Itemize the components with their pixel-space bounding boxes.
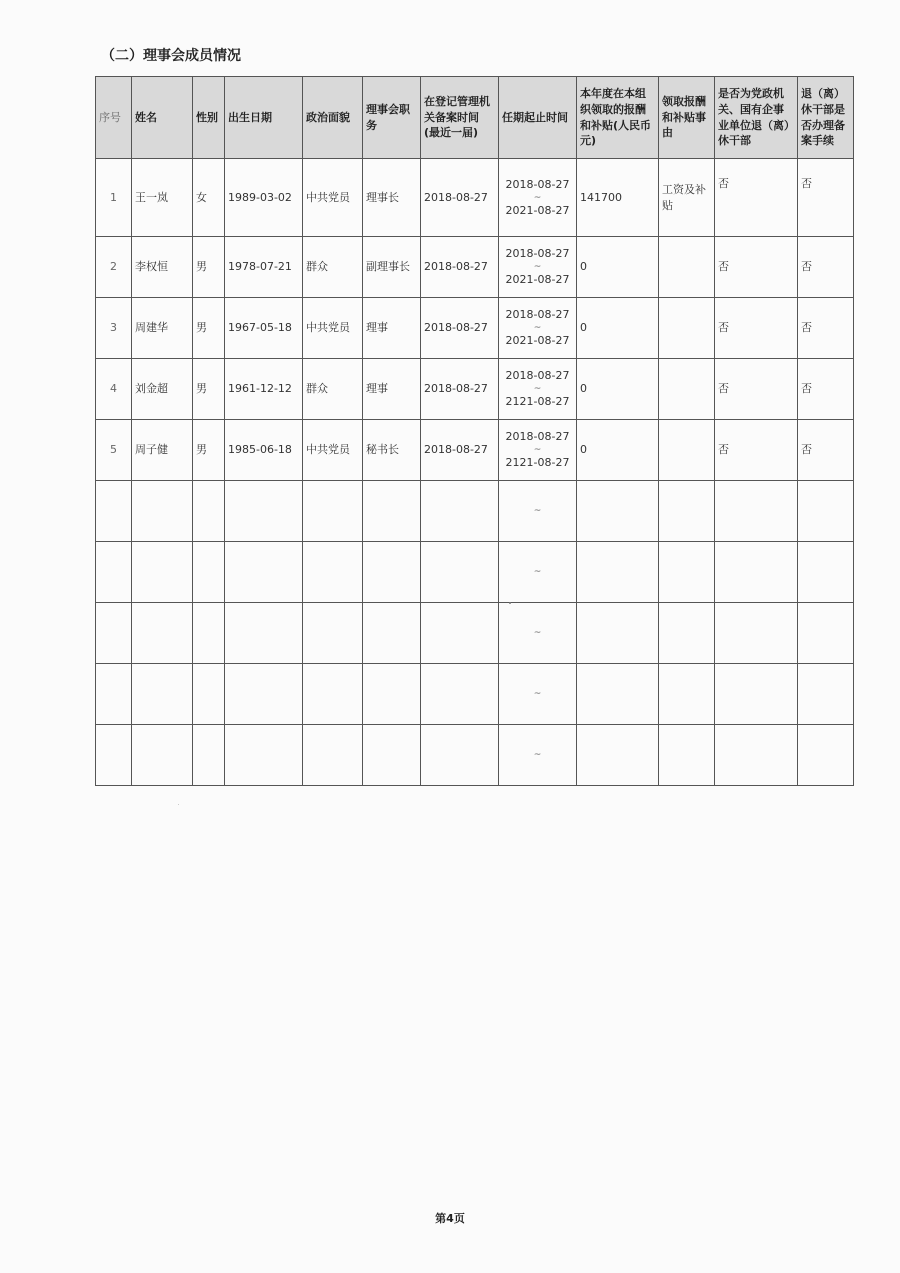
cell-gender: 男 <box>193 420 225 481</box>
cell-retired-filed: 否 <box>798 298 854 359</box>
empty-table-row <box>96 664 854 725</box>
empty-cell <box>577 481 659 542</box>
term-end: 2121-08-27 <box>505 395 570 408</box>
empty-cell <box>798 603 854 664</box>
cell-birth-date: 1989-03-02 <box>225 159 303 237</box>
term-start: 2018-08-27 <box>505 430 570 444</box>
cell-retired-filed: 否 <box>798 359 854 420</box>
cell-compensation-reason <box>659 237 715 298</box>
cell-name: 周子健 <box>132 420 193 481</box>
empty-cell <box>798 664 854 725</box>
cell-filing-date: 2018-08-27 <box>421 359 499 420</box>
cell-compensation: 0 <box>577 237 659 298</box>
header-filing-date: 在登记管理机关备案时间(最近一届) <box>421 77 499 159</box>
cell-political-status: 中共党员 <box>303 420 363 481</box>
empty-cell <box>715 542 798 603</box>
cell-term <box>499 420 577 481</box>
empty-cell <box>132 542 193 603</box>
table-row <box>96 237 854 298</box>
empty-cell <box>659 542 715 603</box>
cell-compensation: 0 <box>577 298 659 359</box>
empty-cell <box>421 542 499 603</box>
cell-birth-date: 1985-06-18 <box>225 420 303 481</box>
cell-birth-date: 1978-07-21 <box>225 237 303 298</box>
cell-retired-filed: 否 <box>798 237 854 298</box>
cell-filing-date: 2018-08-27 <box>421 420 499 481</box>
empty-cell <box>363 725 421 786</box>
empty-cell <box>798 481 854 542</box>
term-separator: ~ <box>533 567 542 577</box>
cell-name: 李权恒 <box>132 237 193 298</box>
page-number: 第4页 <box>435 1212 465 1225</box>
header-compensation-reason: 领取报酬和补贴事由 <box>659 77 715 159</box>
cell-no: 5 <box>96 420 132 481</box>
empty-cell <box>193 664 225 725</box>
table-row <box>96 359 854 420</box>
cell-gender: 男 <box>193 237 225 298</box>
empty-cell <box>303 664 363 725</box>
cell-term <box>499 359 577 420</box>
empty-cell <box>303 542 363 603</box>
cell-compensation-reason: 工资及补贴 <box>659 159 715 237</box>
empty-cell <box>659 725 715 786</box>
cell-name: 王一岚 <box>132 159 193 237</box>
cell-is-retired-cadre: 否 <box>715 359 798 420</box>
cell-board-position: 理事 <box>363 359 421 420</box>
cell-retired-filed: 否 <box>798 420 854 481</box>
empty-cell <box>96 603 132 664</box>
cell-filing-date: 2018-08-27 <box>421 237 499 298</box>
table-row <box>96 298 854 359</box>
empty-cell <box>659 481 715 542</box>
cell-term <box>499 159 577 237</box>
header-gender: 性别 <box>193 77 225 159</box>
cell-is-retired-cadre: 否 <box>715 237 798 298</box>
empty-cell <box>363 542 421 603</box>
cell-is-retired-cadre: 否 <box>715 420 798 481</box>
empty-cell <box>715 725 798 786</box>
cell-term <box>499 481 577 542</box>
empty-cell <box>303 725 363 786</box>
header-name: 姓名 <box>132 77 193 159</box>
empty-cell <box>577 603 659 664</box>
term-end: 2121-08-27 <box>505 456 570 469</box>
empty-cell <box>577 664 659 725</box>
empty-cell <box>577 542 659 603</box>
header-term: 任期起止时间 <box>499 77 577 159</box>
term-start: 2018-08-27 <box>505 247 570 261</box>
cell-filing-date: 2018-08-27 <box>421 298 499 359</box>
cell-term <box>499 664 577 725</box>
scan-speck <box>509 602 511 604</box>
empty-cell <box>421 664 499 725</box>
term-separator: ~ <box>533 506 542 516</box>
empty-table-row <box>96 542 854 603</box>
term-separator: ~ <box>533 628 542 638</box>
cell-political-status: 群众 <box>303 237 363 298</box>
empty-cell <box>96 725 132 786</box>
table-row <box>96 420 854 481</box>
empty-cell <box>193 725 225 786</box>
empty-cell <box>225 664 303 725</box>
cell-compensation-reason <box>659 359 715 420</box>
cell-is-retired-cadre: 否 <box>715 298 798 359</box>
scan-speck <box>178 804 179 805</box>
cell-political-status: 中共党员 <box>303 298 363 359</box>
cell-no: 2 <box>96 237 132 298</box>
empty-cell <box>715 664 798 725</box>
empty-cell <box>303 481 363 542</box>
header-birth-date: 出生日期 <box>225 77 303 159</box>
cell-term <box>499 542 577 603</box>
term-start: 2018-08-27 <box>505 308 570 322</box>
term-end: 2021-08-27 <box>505 273 570 286</box>
cell-compensation: 141700 <box>577 159 659 237</box>
empty-cell <box>96 542 132 603</box>
cell-compensation: 0 <box>577 420 659 481</box>
empty-cell <box>363 481 421 542</box>
term-separator: ~ <box>533 384 542 394</box>
empty-cell <box>225 725 303 786</box>
cell-term <box>499 603 577 664</box>
empty-cell <box>659 664 715 725</box>
term-separator: ~ <box>533 750 542 760</box>
cell-gender: 男 <box>193 298 225 359</box>
cell-board-position: 秘书长 <box>363 420 421 481</box>
empty-cell <box>193 481 225 542</box>
cell-board-position: 理事 <box>363 298 421 359</box>
table-header-row <box>96 77 854 159</box>
empty-cell <box>363 664 421 725</box>
section-title: （二）理事会成员情况 <box>101 48 241 64</box>
empty-cell <box>659 603 715 664</box>
header-retired-filed: 退（离）休干部是否办理备案手续 <box>798 77 854 159</box>
header-political-status: 政治面貌 <box>303 77 363 159</box>
cell-compensation-reason <box>659 420 715 481</box>
header-is-retired-cadre: 是否为党政机关、国有企事业单位退（离）休干部 <box>715 77 798 159</box>
cell-term <box>499 725 577 786</box>
cell-gender: 男 <box>193 359 225 420</box>
board-members-table <box>95 76 854 786</box>
cell-filing-date: 2018-08-27 <box>421 159 499 237</box>
cell-retired-filed: 否 <box>798 159 854 237</box>
term-separator: ~ <box>533 445 542 455</box>
empty-cell <box>421 603 499 664</box>
term-start: 2018-08-27 <box>505 369 570 383</box>
empty-cell <box>421 481 499 542</box>
cell-board-position: 副理事长 <box>363 237 421 298</box>
empty-cell <box>715 603 798 664</box>
cell-no: 4 <box>96 359 132 420</box>
cell-political-status: 群众 <box>303 359 363 420</box>
empty-cell <box>303 603 363 664</box>
empty-table-row <box>96 481 854 542</box>
empty-cell <box>577 725 659 786</box>
term-end: 2021-08-27 <box>505 334 570 347</box>
empty-cell <box>193 542 225 603</box>
term-separator: ~ <box>533 192 542 203</box>
term-separator: ~ <box>533 262 542 272</box>
empty-cell <box>132 603 193 664</box>
empty-cell <box>798 542 854 603</box>
empty-cell <box>132 481 193 542</box>
empty-cell <box>421 725 499 786</box>
empty-cell <box>798 725 854 786</box>
empty-cell <box>96 664 132 725</box>
empty-cell <box>132 664 193 725</box>
cell-term <box>499 298 577 359</box>
empty-cell <box>715 481 798 542</box>
cell-compensation: 0 <box>577 359 659 420</box>
header-board-position: 理事会职务 <box>363 77 421 159</box>
empty-cell <box>363 603 421 664</box>
table-row <box>96 159 854 237</box>
empty-cell <box>193 603 225 664</box>
cell-is-retired-cadre: 否 <box>715 159 798 237</box>
term-separator: ~ <box>533 689 542 699</box>
empty-cell <box>132 725 193 786</box>
empty-cell <box>96 481 132 542</box>
cell-compensation-reason <box>659 298 715 359</box>
empty-cell <box>225 542 303 603</box>
cell-gender: 女 <box>193 159 225 237</box>
header-compensation: 本年度在本组织领取的报酬和补贴(人民币元) <box>577 77 659 159</box>
cell-name: 周建华 <box>132 298 193 359</box>
cell-birth-date: 1967-05-18 <box>225 298 303 359</box>
term-start: 2018-08-27 <box>505 177 570 191</box>
cell-board-position: 理事长 <box>363 159 421 237</box>
cell-no: 1 <box>96 159 132 237</box>
empty-table-row <box>96 725 854 786</box>
cell-name: 刘金超 <box>132 359 193 420</box>
cell-term <box>499 237 577 298</box>
header-no: 序号 <box>96 77 132 159</box>
empty-cell <box>225 603 303 664</box>
cell-political-status: 中共党员 <box>303 159 363 237</box>
cell-birth-date: 1961-12-12 <box>225 359 303 420</box>
empty-cell <box>225 481 303 542</box>
term-end: 2021-08-27 <box>505 203 570 217</box>
empty-table-row <box>96 603 854 664</box>
term-separator: ~ <box>533 323 542 333</box>
cell-no: 3 <box>96 298 132 359</box>
